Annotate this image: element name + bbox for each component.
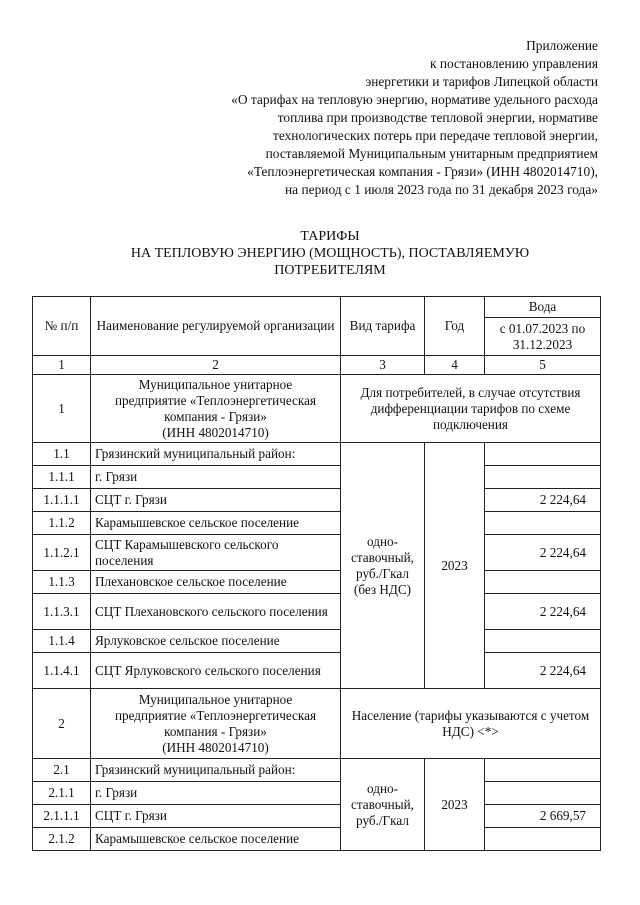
table-row (33, 512, 601, 535)
row-value: 2 224,64 (485, 535, 601, 571)
table-row (33, 571, 601, 594)
section-num: 1 (33, 375, 91, 443)
row-num: 1.1.2.1 (33, 535, 91, 571)
row-value (485, 466, 601, 489)
appendix-line: на период с 1 июля 2023 года по 31 декабря 2023 года» (285, 182, 598, 197)
row-value (485, 571, 601, 594)
org-name (91, 689, 341, 759)
section-note: Население (тарифы указываются с учетом НДС) <*> (341, 689, 601, 759)
row-name: Грязинский муниципальный район: (91, 443, 341, 466)
appendix-line: топлива при производстве тепловой энергии, нормативе (277, 110, 598, 125)
header-period: с 01.07.2023 по 31.12.2023 (485, 318, 601, 356)
appendix-line: «О тарифах на тепловую энергию, нормативе удельного расхода (231, 92, 598, 107)
section-row (33, 375, 601, 443)
row-name: Карамышевское сельское поселение (91, 828, 341, 851)
row-name: СЦТ г. Грязи (91, 489, 341, 512)
row-value (485, 759, 601, 782)
org-name-line: компания - Грязи» (164, 408, 267, 424)
row-value (485, 828, 601, 851)
row-num: 1.1.4.1 (33, 653, 91, 689)
appendix-line: к постановлению управления (429, 56, 598, 71)
col-number: 1 (33, 356, 91, 375)
header-type: Вид тарифа (341, 297, 425, 356)
row-name: г. Грязи (91, 782, 341, 805)
tariff-type: одно-ставочный, руб./Гкал (без НДС) (341, 443, 425, 689)
row-value (485, 512, 601, 535)
table-row (33, 466, 601, 489)
org-name-line: Муниципальное унитарное (138, 691, 293, 707)
row-num: 2.1.1 (33, 782, 91, 805)
row-value (485, 782, 601, 805)
row-name: Ярлуковское сельское поселение (91, 630, 341, 653)
row-name: г. Грязи (91, 466, 341, 489)
row-value: 2 224,64 (485, 594, 601, 630)
row-value (485, 443, 601, 466)
row-value (485, 630, 601, 653)
row-value: 2 669,57 (485, 805, 601, 828)
table-row (33, 782, 601, 805)
header-water: Вода (485, 297, 601, 318)
table-row (33, 535, 601, 571)
row-num: 1.1.3 (33, 571, 91, 594)
title-line: ПОТРЕБИТЕЛЯМ (274, 263, 386, 278)
row-name: Карамышевское сельское поселение (91, 512, 341, 535)
table-row (33, 759, 601, 782)
col-number: 4 (425, 356, 485, 375)
row-name: СЦТ Плехановского сельского поселения (91, 594, 341, 630)
col-number: 2 (91, 356, 341, 375)
header-row (33, 297, 601, 318)
org-name-line: (ИНН 4802014710) (162, 739, 269, 755)
row-num: 2.1.1.1 (33, 805, 91, 828)
header-org: Наименование регулируемой организации (91, 297, 341, 356)
row-num: 1.1.3.1 (33, 594, 91, 630)
appendix-line: Приложение (526, 38, 598, 53)
col-number: 3 (341, 356, 425, 375)
tariff-year: 2023 (425, 443, 485, 689)
appendix-line: технологических потерь при передаче тепловой энергии, (272, 128, 598, 143)
org-name-line: Муниципальное унитарное (138, 376, 293, 392)
table-row (33, 594, 601, 630)
title-line: ТАРИФЫ (300, 229, 360, 244)
tariff-table (32, 296, 601, 851)
table-row (33, 443, 601, 466)
table-row (33, 805, 601, 828)
org-name-line: предприятие «Теплоэнергетическая (114, 707, 317, 723)
header-year: Год (425, 297, 485, 356)
section-note: Для потребителей, в случае отсутствия дифференциации тарифов по схеме подключения (341, 375, 601, 443)
tariff-type: одно-ставочный, руб./Гкал (341, 759, 425, 851)
title-line: НА ТЕПЛОВУЮ ЭНЕРГИЮ (МОЩНОСТЬ), ПОСТАВЛЯЕМУЮ (130, 246, 530, 261)
table-row (33, 828, 601, 851)
org-name-line: предприятие «Теплоэнергетическая (114, 392, 317, 408)
row-name: СЦТ Карамышевского сельского поселения (91, 535, 341, 571)
section-num: 2 (33, 689, 91, 759)
document-title (60, 228, 600, 279)
row-num: 1.1.1.1 (33, 489, 91, 512)
col-number: 5 (485, 356, 601, 375)
section-row (33, 689, 601, 759)
table-row (33, 630, 601, 653)
row-name: Грязинский муниципальный район: (91, 759, 341, 782)
row-num: 1.1.2 (33, 512, 91, 535)
row-name: Плехановское сельское поселение (91, 571, 341, 594)
org-name-line: компания - Грязи» (164, 723, 267, 739)
appendix-block (118, 37, 598, 199)
appendix-line: «Теплоэнергетическая компания - Грязи» (ИНН 4802014710), (247, 164, 598, 179)
table-row (33, 489, 601, 512)
org-name (91, 375, 341, 443)
row-value: 2 224,64 (485, 653, 601, 689)
row-num: 2.1.2 (33, 828, 91, 851)
row-num: 2.1 (33, 759, 91, 782)
tariff-year: 2023 (425, 759, 485, 851)
org-name-line: (ИНН 4802014710) (162, 424, 269, 440)
row-name: СЦТ г. Грязи (91, 805, 341, 828)
row-num: 1.1.1 (33, 466, 91, 489)
table-row (33, 653, 601, 689)
header-num: № п/п (33, 297, 91, 356)
row-value: 2 224,64 (485, 489, 601, 512)
row-num: 1.1 (33, 443, 91, 466)
column-number-row (33, 356, 601, 375)
row-num: 1.1.4 (33, 630, 91, 653)
appendix-line: поставляемой Муниципальным унитарным предприятием (265, 146, 598, 161)
row-name: СЦТ Ярлуковского сельского поселения (91, 653, 341, 689)
appendix-line: энергетики и тарифов Липецкой области (365, 74, 598, 89)
